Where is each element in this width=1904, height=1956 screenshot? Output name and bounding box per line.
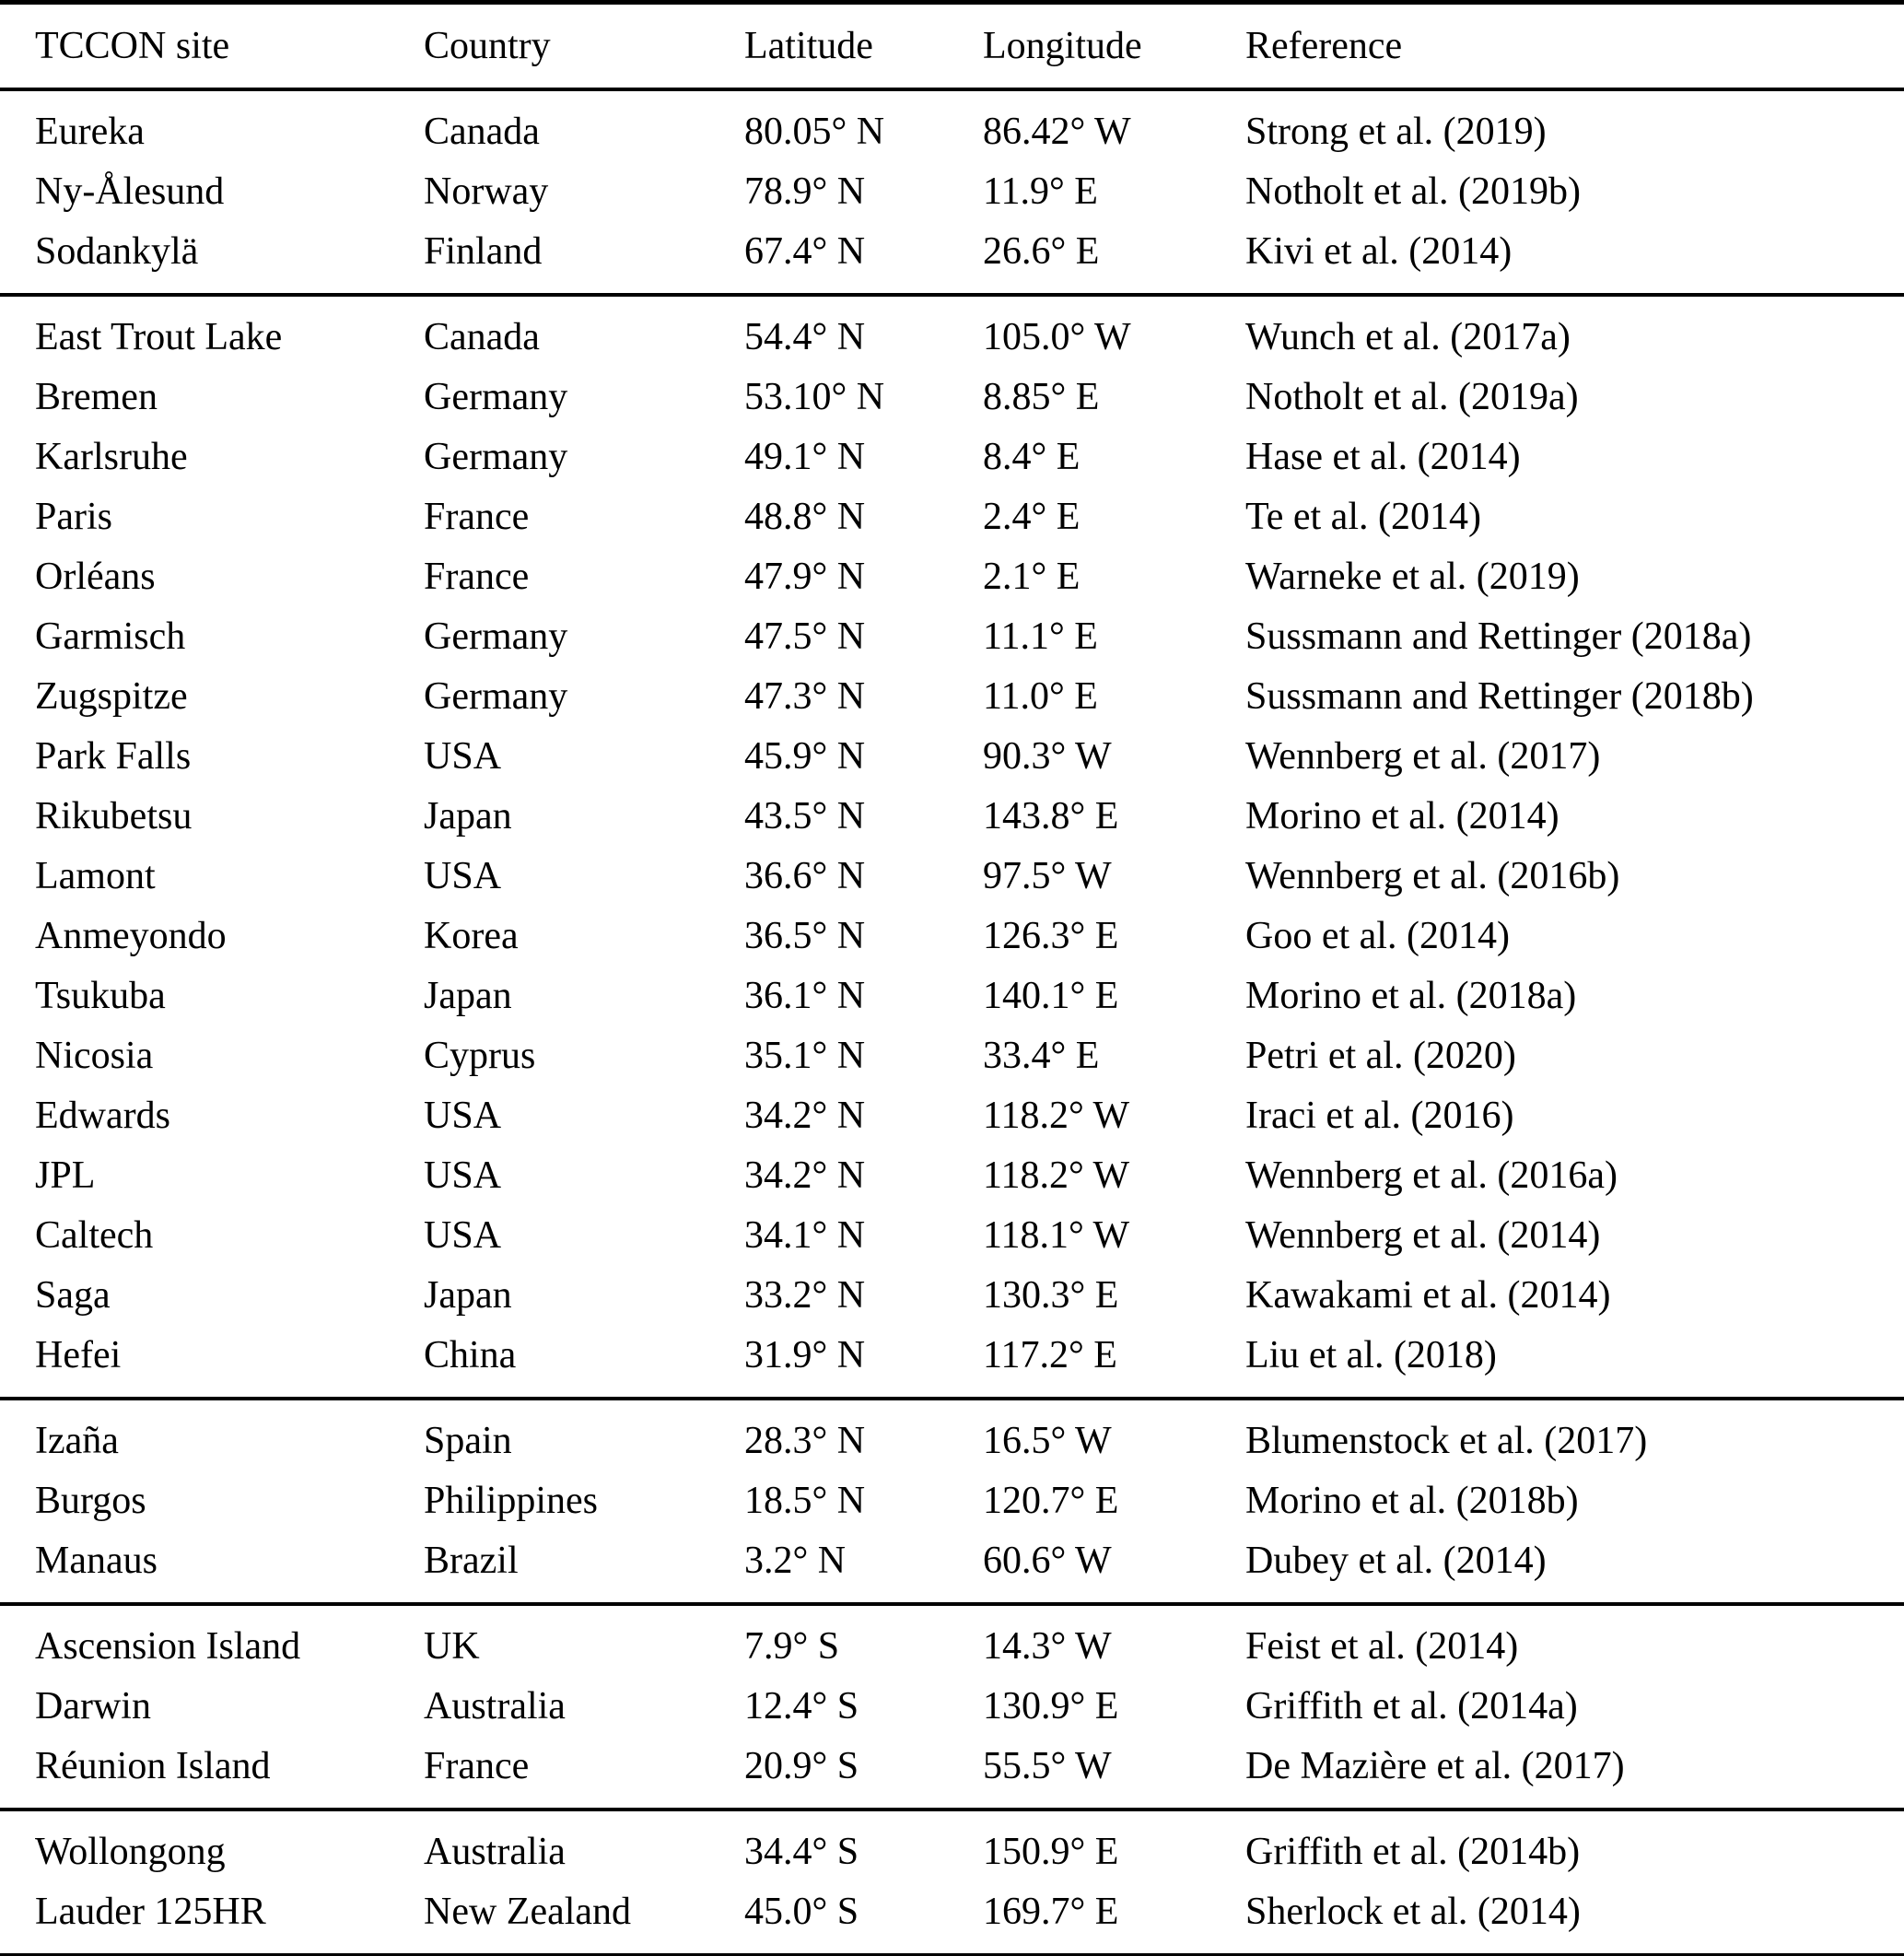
latitude-cell: 54.4° N — [744, 316, 866, 358]
country-cell: Germany — [424, 436, 568, 478]
longitude-cell: 150.9° E — [983, 1831, 1119, 1873]
latitude-cell: 36.1° N — [744, 975, 866, 1017]
reference-cell: Wennberg et al. (2014) — [1245, 1214, 1601, 1257]
table-row — [0, 607, 1904, 667]
reference-cell: Griffith et al. (2014b) — [1245, 1831, 1581, 1873]
latitude-cell: 67.4° N — [744, 230, 866, 273]
latitude-cell: 48.8° N — [744, 496, 866, 538]
site-cell: JPL — [35, 1154, 96, 1197]
latitude-cell: 45.9° N — [744, 735, 866, 778]
reference-cell: Morino et al. (2018b) — [1245, 1480, 1579, 1522]
country-cell: Korea — [424, 915, 519, 957]
latitude-cell: 12.4° S — [744, 1685, 859, 1728]
reference-cell: Strong et al. (2019) — [1245, 111, 1547, 153]
reference-cell: Dubey et al. (2014) — [1245, 1540, 1547, 1582]
latitude-cell: 45.0° S — [744, 1891, 859, 1933]
country-cell: Japan — [424, 795, 512, 837]
country-cell: USA — [424, 1154, 502, 1197]
reference-cell: Feist et al. (2014) — [1245, 1625, 1519, 1668]
country-cell: France — [424, 1745, 530, 1787]
country-cell: UK — [424, 1625, 480, 1668]
site-cell: Tsukuba — [35, 975, 166, 1017]
column-header-country: Country — [424, 25, 551, 67]
table-row — [0, 667, 1904, 727]
table-group-5 — [0, 1811, 1904, 1953]
country-cell: Japan — [424, 975, 512, 1017]
reference-cell: Notholt et al. (2019b) — [1245, 170, 1581, 213]
site-cell: Ny-Ålesund — [35, 170, 225, 213]
country-cell: Germany — [424, 376, 568, 418]
table-header-row — [0, 5, 1904, 88]
longitude-cell: 11.1° E — [983, 615, 1098, 658]
reference-cell: Liu et al. (2018) — [1245, 1334, 1497, 1376]
longitude-cell: 86.42° W — [983, 111, 1131, 153]
latitude-cell: 47.9° N — [744, 556, 866, 598]
latitude-cell: 36.5° N — [744, 915, 866, 957]
site-cell: Karlsruhe — [35, 436, 188, 478]
latitude-cell: 28.3° N — [744, 1420, 866, 1462]
latitude-cell: 47.3° N — [744, 675, 866, 718]
site-cell: Edwards — [35, 1095, 170, 1137]
table-row — [0, 1326, 1904, 1386]
country-cell: Cyprus — [424, 1035, 536, 1077]
longitude-cell: 140.1° E — [983, 975, 1119, 1017]
table-row — [0, 1266, 1904, 1326]
latitude-cell: 49.1° N — [744, 436, 866, 478]
table-row — [0, 1471, 1904, 1531]
country-cell: Brazil — [424, 1540, 519, 1582]
latitude-cell: 80.05° N — [744, 111, 885, 153]
country-cell: USA — [424, 1095, 502, 1137]
reference-cell: Wennberg et al. (2016a) — [1245, 1154, 1618, 1197]
reference-cell: Kawakami et al. (2014) — [1245, 1274, 1611, 1317]
country-cell: China — [424, 1334, 517, 1376]
table-row — [0, 308, 1904, 368]
country-cell: Finland — [424, 230, 543, 273]
longitude-cell: 8.4° E — [983, 436, 1080, 478]
table-row — [0, 847, 1904, 907]
longitude-cell: 118.2° W — [983, 1154, 1130, 1197]
reference-cell: Te et al. (2014) — [1245, 496, 1481, 538]
table-row — [0, 368, 1904, 428]
longitude-cell: 2.1° E — [983, 556, 1080, 598]
table-group-2 — [0, 297, 1904, 1397]
site-cell: Lauder 125HR — [35, 1891, 266, 1933]
reference-cell: Petri et al. (2020) — [1245, 1035, 1516, 1077]
country-cell: Philippines — [424, 1480, 599, 1522]
country-cell: Australia — [424, 1831, 566, 1873]
longitude-cell: 55.5° W — [983, 1745, 1112, 1787]
longitude-cell: 2.4° E — [983, 496, 1080, 538]
longitude-cell: 118.1° W — [983, 1214, 1130, 1257]
longitude-cell: 130.9° E — [983, 1685, 1119, 1728]
reference-cell: Morino et al. (2018a) — [1245, 975, 1577, 1017]
latitude-cell: 34.1° N — [744, 1214, 866, 1257]
reference-cell: Goo et al. (2014) — [1245, 915, 1510, 957]
reference-cell: De Mazière et al. (2017) — [1245, 1745, 1625, 1787]
site-cell: Hefei — [35, 1334, 122, 1376]
country-cell: France — [424, 496, 530, 538]
longitude-cell: 90.3° W — [983, 735, 1112, 778]
longitude-cell: 117.2° E — [983, 1334, 1117, 1376]
table-group-3 — [0, 1400, 1904, 1602]
latitude-cell: 18.5° N — [744, 1480, 866, 1522]
longitude-cell: 11.9° E — [983, 170, 1098, 213]
table-row — [0, 547, 1904, 607]
site-cell: Zugspitze — [35, 675, 188, 718]
table-row — [0, 1086, 1904, 1146]
longitude-cell: 120.7° E — [983, 1480, 1119, 1522]
table-row — [0, 1882, 1904, 1942]
site-cell: Garmisch — [35, 615, 186, 658]
country-cell: France — [424, 556, 530, 598]
table-row — [0, 907, 1904, 966]
latitude-cell: 34.4° S — [744, 1831, 859, 1873]
reference-cell: Sherlock et al. (2014) — [1245, 1891, 1581, 1933]
site-cell: Bremen — [35, 376, 158, 418]
country-cell: Norway — [424, 170, 549, 213]
longitude-cell: 11.0° E — [983, 675, 1098, 718]
country-cell: Canada — [424, 111, 540, 153]
longitude-cell: 169.7° E — [983, 1891, 1119, 1933]
reference-cell: Blumenstock et al. (2017) — [1245, 1420, 1648, 1462]
longitude-cell: 60.6° W — [983, 1540, 1112, 1582]
reference-cell: Sussmann and Rettinger (2018b) — [1245, 675, 1754, 718]
site-cell: Sodankylä — [35, 230, 199, 273]
country-cell: New Zealand — [424, 1891, 632, 1933]
column-header-reference: Reference — [1245, 25, 1403, 67]
country-cell: Germany — [424, 675, 568, 718]
site-cell: Orléans — [35, 556, 156, 598]
site-cell: Manaus — [35, 1540, 158, 1582]
longitude-cell: 143.8° E — [983, 795, 1119, 837]
latitude-cell: 53.10° N — [744, 376, 885, 418]
site-cell: Lamont — [35, 855, 156, 897]
table-row — [0, 1146, 1904, 1206]
table-row — [0, 1206, 1904, 1266]
latitude-cell: 78.9° N — [744, 170, 866, 213]
table-row — [0, 1677, 1904, 1737]
table-row — [0, 966, 1904, 1026]
column-header-site: TCCON site — [35, 25, 230, 67]
site-cell: Paris — [35, 496, 112, 538]
country-cell: USA — [424, 735, 502, 778]
latitude-cell: 34.2° N — [744, 1095, 866, 1137]
reference-cell: Sussmann and Rettinger (2018a) — [1245, 615, 1752, 658]
table-row — [0, 222, 1904, 282]
table-row — [0, 787, 1904, 847]
latitude-cell: 3.2° N — [744, 1540, 847, 1582]
latitude-cell: 31.9° N — [744, 1334, 866, 1376]
table-row — [0, 1411, 1904, 1471]
reference-cell: Iraci et al. (2016) — [1245, 1095, 1514, 1137]
site-cell: Caltech — [35, 1214, 154, 1257]
longitude-cell: 8.85° E — [983, 376, 1100, 418]
longitude-cell: 26.6° E — [983, 230, 1100, 273]
latitude-cell: 34.2° N — [744, 1154, 866, 1197]
site-cell: Darwin — [35, 1685, 151, 1728]
latitude-cell: 43.5° N — [744, 795, 866, 837]
site-cell: Burgos — [35, 1480, 146, 1522]
country-cell: Spain — [424, 1420, 512, 1462]
country-cell: USA — [424, 1214, 502, 1257]
site-cell: Nicosia — [35, 1035, 154, 1077]
table-row — [0, 487, 1904, 547]
column-header-latitude: Latitude — [744, 25, 873, 67]
site-cell: Wollongong — [35, 1831, 226, 1873]
table-row — [0, 1617, 1904, 1677]
reference-cell: Warneke et al. (2019) — [1245, 556, 1580, 598]
longitude-cell: 118.2° W — [983, 1095, 1130, 1137]
reference-cell: Wunch et al. (2017a) — [1245, 316, 1571, 358]
country-cell: Germany — [424, 615, 568, 658]
reference-cell: Wennberg et al. (2016b) — [1245, 855, 1620, 897]
latitude-cell: 47.5° N — [744, 615, 866, 658]
longitude-cell: 97.5° W — [983, 855, 1112, 897]
reference-cell: Griffith et al. (2014a) — [1245, 1685, 1578, 1728]
longitude-cell: 16.5° W — [983, 1420, 1112, 1462]
latitude-cell: 7.9° S — [744, 1625, 840, 1668]
site-cell: Anmeyondo — [35, 915, 227, 957]
site-cell: Eureka — [35, 111, 145, 153]
country-cell: Australia — [424, 1685, 566, 1728]
country-cell: Japan — [424, 1274, 512, 1317]
country-cell: USA — [424, 855, 502, 897]
table-row — [0, 727, 1904, 787]
column-header-longitude: Longitude — [983, 25, 1142, 67]
site-cell: Rikubetsu — [35, 795, 193, 837]
reference-cell: Wennberg et al. (2017) — [1245, 735, 1601, 778]
country-cell: Canada — [424, 316, 540, 358]
latitude-cell: 33.2° N — [744, 1274, 866, 1317]
site-cell: East Trout Lake — [35, 316, 283, 358]
latitude-cell: 20.9° S — [744, 1745, 859, 1787]
longitude-cell: 33.4° E — [983, 1035, 1100, 1077]
table-row — [0, 1026, 1904, 1086]
table-group-1 — [0, 91, 1904, 293]
table-row — [0, 1822, 1904, 1882]
table-group-4 — [0, 1606, 1904, 1808]
site-cell: Izaña — [35, 1420, 119, 1462]
latitude-cell: 36.6° N — [744, 855, 866, 897]
site-cell: Réunion Island — [35, 1745, 271, 1787]
longitude-cell: 130.3° E — [983, 1274, 1119, 1317]
longitude-cell: 126.3° E — [983, 915, 1119, 957]
table-row — [0, 162, 1904, 222]
reference-cell: Notholt et al. (2019a) — [1245, 376, 1579, 418]
table-row — [0, 102, 1904, 162]
reference-cell: Morino et al. (2014) — [1245, 795, 1559, 837]
site-cell: Park Falls — [35, 735, 192, 778]
reference-cell: Kivi et al. (2014) — [1245, 230, 1513, 273]
longitude-cell: 105.0° W — [983, 316, 1131, 358]
latitude-cell: 35.1° N — [744, 1035, 866, 1077]
table-row — [0, 428, 1904, 487]
site-cell: Saga — [35, 1274, 111, 1317]
table-row — [0, 1531, 1904, 1591]
reference-cell: Hase et al. (2014) — [1245, 436, 1521, 478]
site-cell: Ascension Island — [35, 1625, 301, 1668]
longitude-cell: 14.3° W — [983, 1625, 1112, 1668]
table-row — [0, 1737, 1904, 1797]
